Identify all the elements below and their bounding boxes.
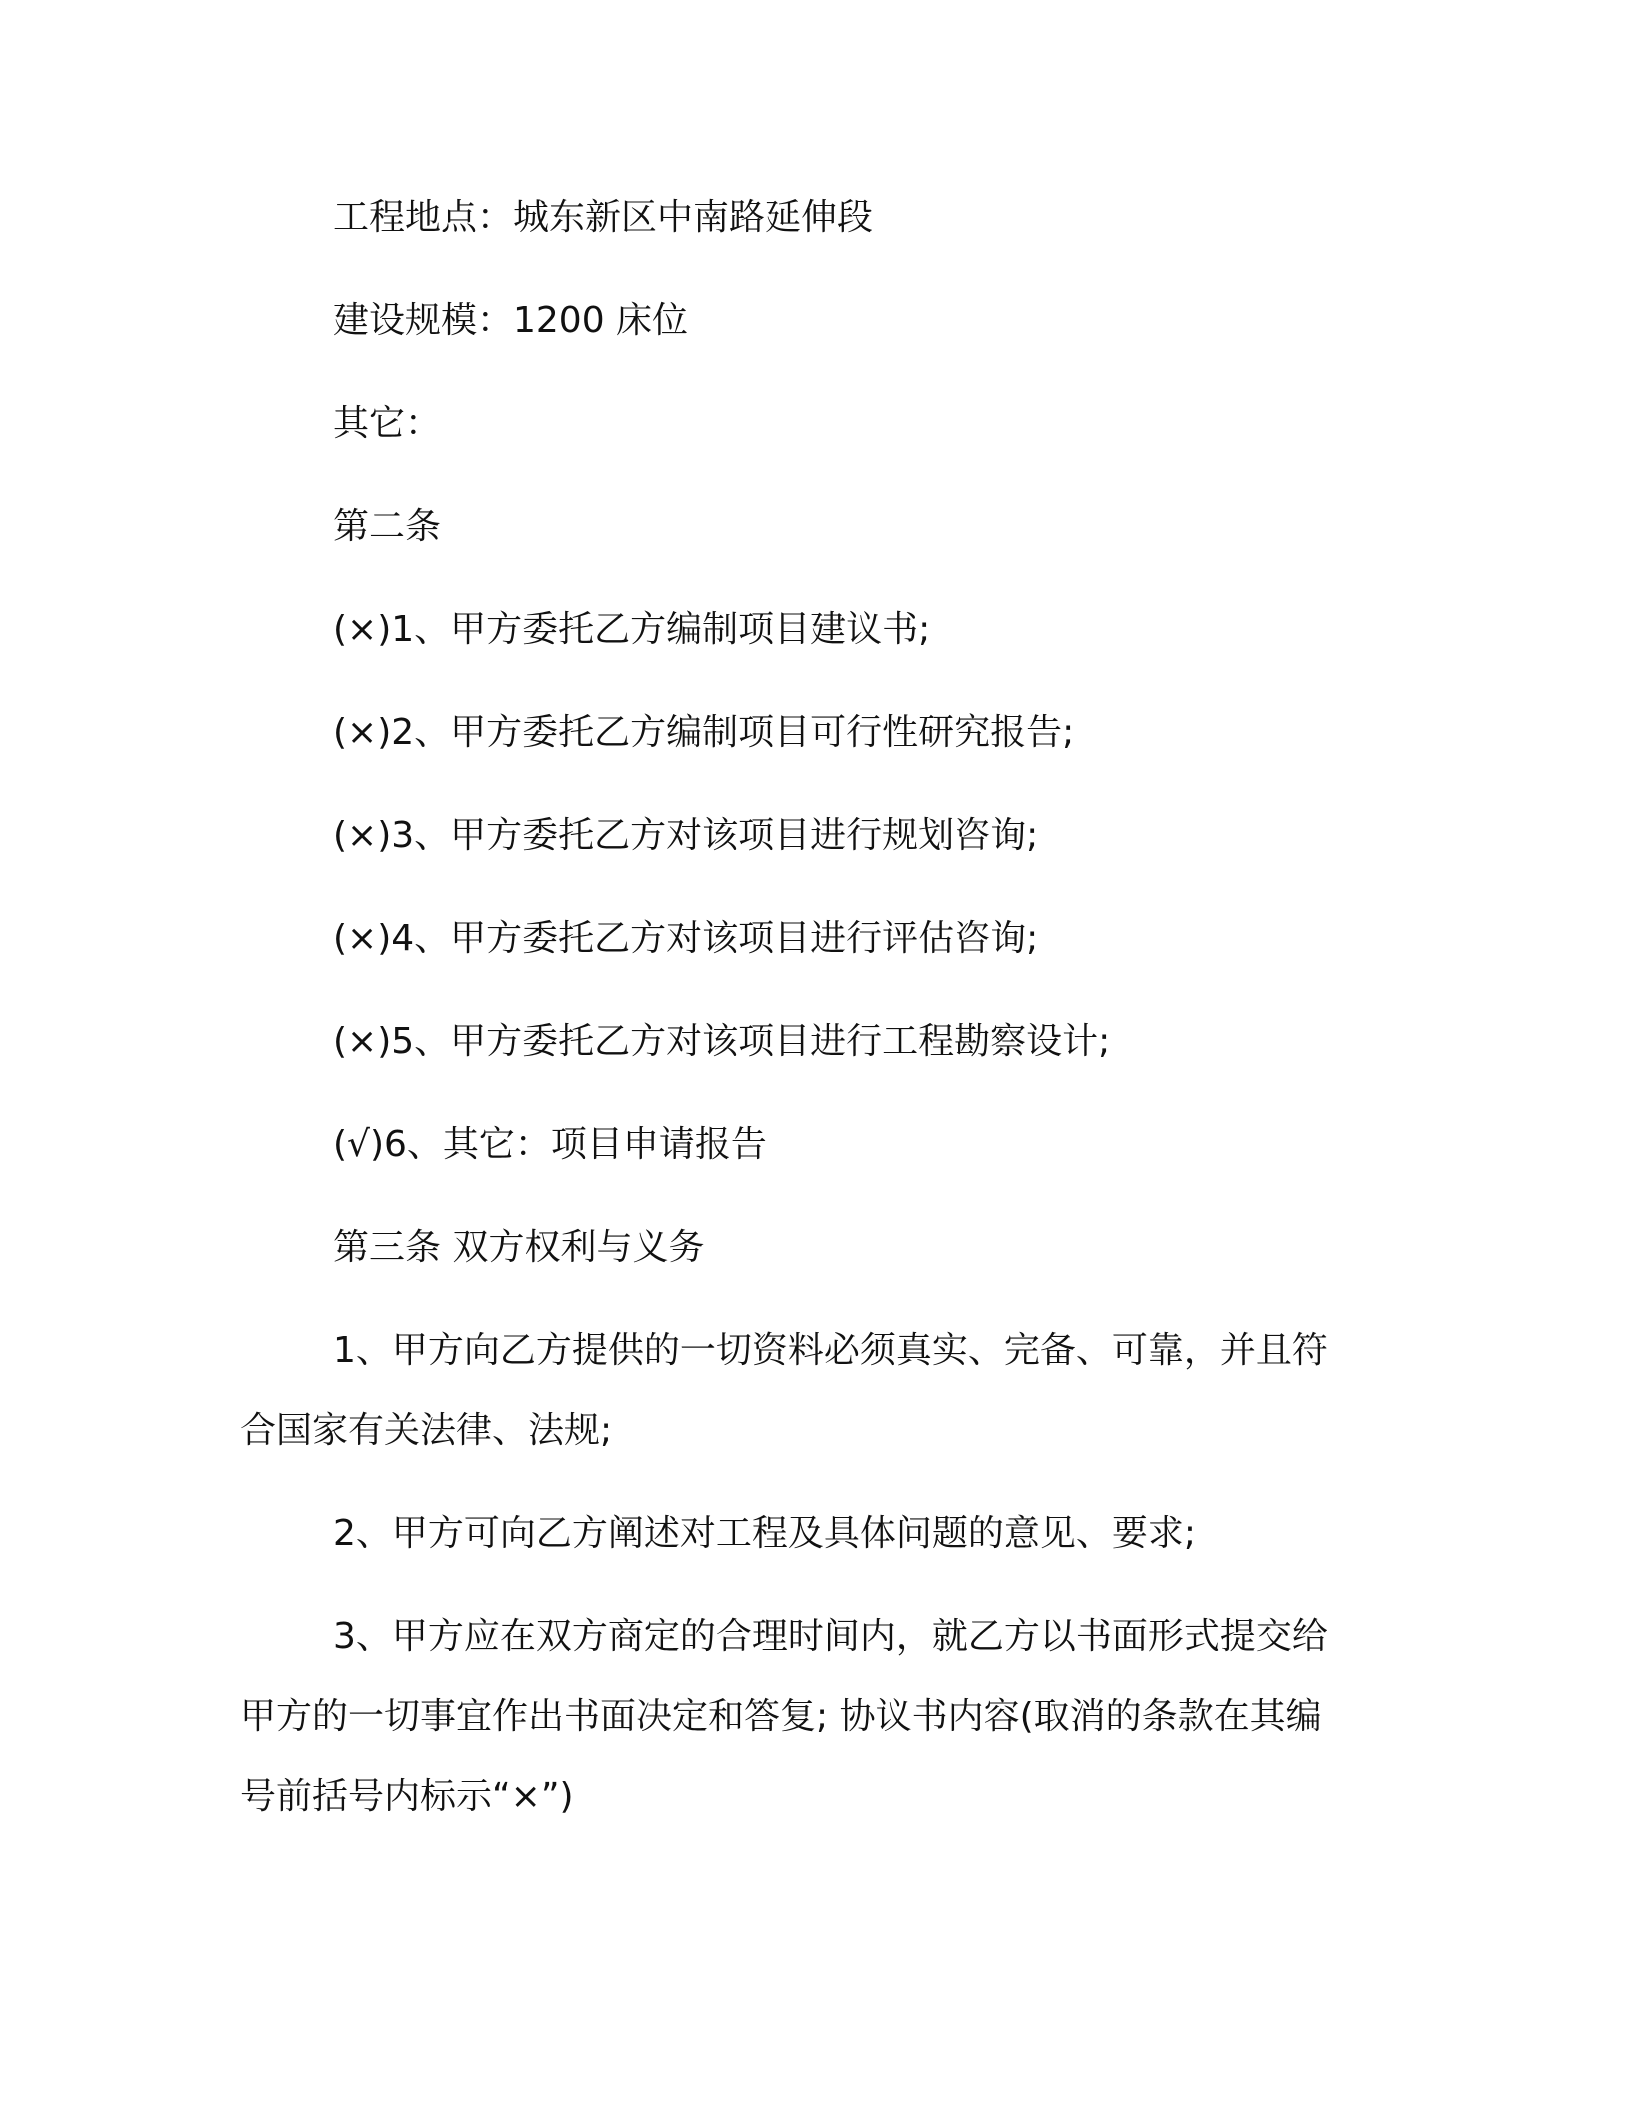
- paragraph-2-line-1: 2、甲方可向乙方阐述对工程及具体问题的意见、要求;: [333, 1513, 1197, 1554]
- other-line: 其它：: [333, 403, 442, 444]
- project-location-line: 工程地点：城东新区中南路延伸段: [333, 197, 874, 238]
- paragraph-3-line-1: 3、甲方应在双方商定的合理时间内，就乙方以书面形式提交给: [333, 1616, 1328, 1657]
- article-three-heading: 第三条 双方权利与义务: [333, 1227, 705, 1268]
- clause-item-4: (×)4、甲方委托乙方对该项目进行评估咨询;: [333, 918, 1039, 959]
- article-two-heading: 第二条: [333, 506, 442, 547]
- clause-item-6: (√)6、其它：项目申请报告: [333, 1124, 767, 1165]
- clause-item-5: (×)5、甲方委托乙方对该项目进行工程勘察设计;: [333, 1021, 1111, 1062]
- construction-scale-line: 建设规模：1200 床位: [333, 300, 689, 341]
- paragraph-1-line-1: 1、甲方向乙方提供的一切资料必须真实、完备、可靠，并且符: [333, 1330, 1328, 1371]
- paragraph-3-line-3: 号前括号内标示“×”): [240, 1776, 574, 1817]
- clause-item-1: (×)1、甲方委托乙方编制项目建议书;: [333, 609, 931, 650]
- clause-item-2: (×)2、甲方委托乙方编制项目可行性研究报告;: [333, 712, 1075, 753]
- clause-item-3: (×)3、甲方委托乙方对该项目进行规划咨询;: [333, 815, 1039, 856]
- paragraph-1-line-2: 合国家有关法律、法规;: [240, 1410, 613, 1451]
- paragraph-3-line-2: 甲方的一切事宜作出书面决定和答复; 协议书内容(取消的条款在其编: [240, 1696, 1322, 1737]
